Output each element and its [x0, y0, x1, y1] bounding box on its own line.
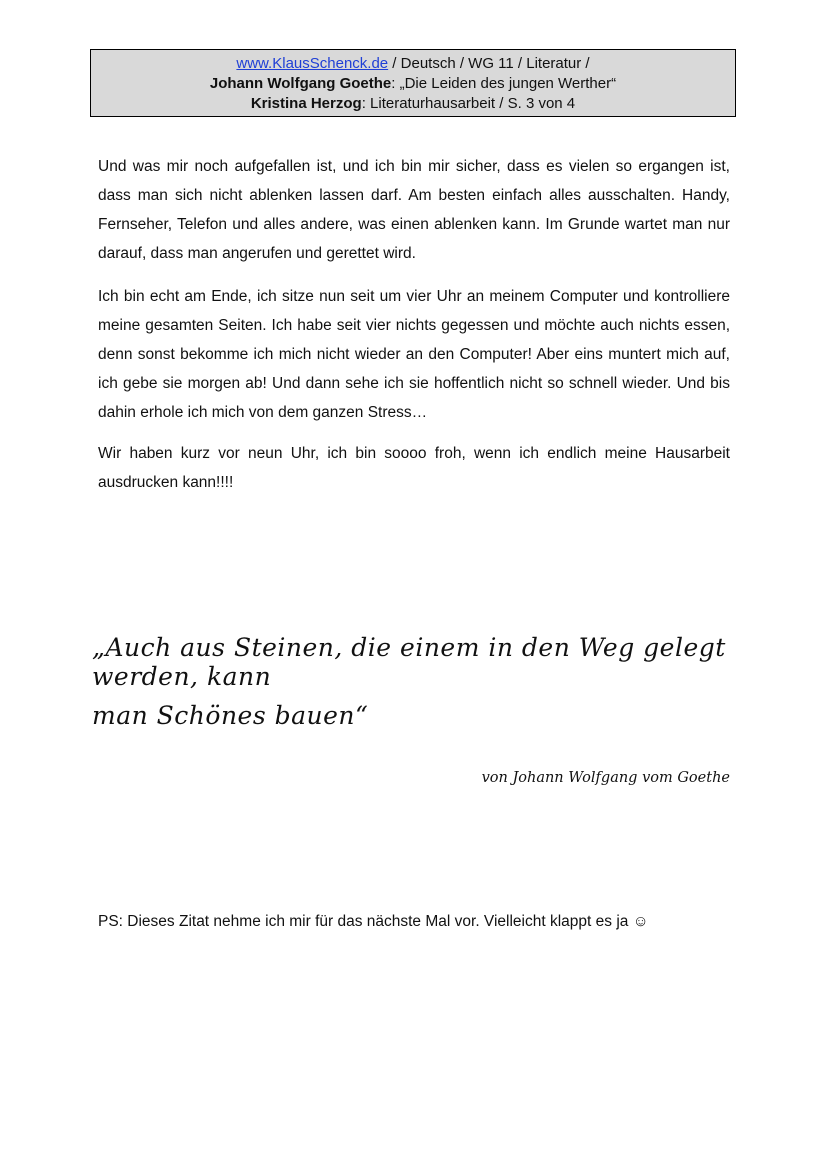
- header-author: Johann Wolfgang Goethe: [209, 75, 392, 92]
- paragraph-3: Wir haben kurz vor neun Uhr, ich bin soooo froh, wenn ich endlich meine Hausarbeit ausdrucken kann!!!!: [98, 445, 730, 491]
- header-line-1: [91, 54, 735, 74]
- quote-line-2: man Schönes bauen“: [92, 701, 369, 730]
- website-link[interactable]: www.KlausSchenck.de: [236, 55, 389, 72]
- header-page-info: : Literaturhausarbeit / S. 3 von 4: [361, 95, 576, 112]
- quote-line-1: „Auch aus Steinen, die einem in den Weg gelegt werden, kann: [92, 633, 726, 691]
- paragraph-2: Ich bin echt am Ende, ich sitze nun seit um vier Uhr an meinem Computer und kontrolliere meine gesamten Seiten. Ich habe seit vier nichts gegessen und möchte auch nichts essen, denn sonst bekomme ich mich nicht wieder an den Computer! Aber eins muntert mich auf, ich gebe sie morgen ab! Und dann sehe ich sie hoffentlich nicht so schnell wieder. Und bis dahin erhole ich mich von dem ganzen Stress…: [98, 288, 730, 421]
- postscript: PS: Dieses Zitat nehme ich mir für das nächste Mal vor. Vielleicht klappt es ja ☺: [98, 913, 649, 930]
- header-line-2: [91, 74, 735, 94]
- paragraph-1: Und was mir noch aufgefallen ist, und ich bin mir sicher, dass es vielen so ergangen ist, dass man sich nicht ablenken lassen darf. Am besten einfach alles ausschalten. Handy, Fernseher, Telefon und alles andere, was einen ablenken kann. Im Grunde wartet man nur darauf, dass man angerufen und gerettet wird.: [98, 158, 730, 262]
- header-student: Kristina Herzog: [250, 95, 362, 112]
- header-work-title: : „Die Leiden des jungen Werther“: [391, 75, 617, 92]
- header-line-3: [91, 94, 735, 114]
- page-header: [90, 49, 736, 117]
- quote-attribution: von Johann Wolfgang vom Goethe: [481, 770, 730, 786]
- header-line-1-text: / Deutsch / WG 11 / Literatur /: [388, 55, 590, 72]
